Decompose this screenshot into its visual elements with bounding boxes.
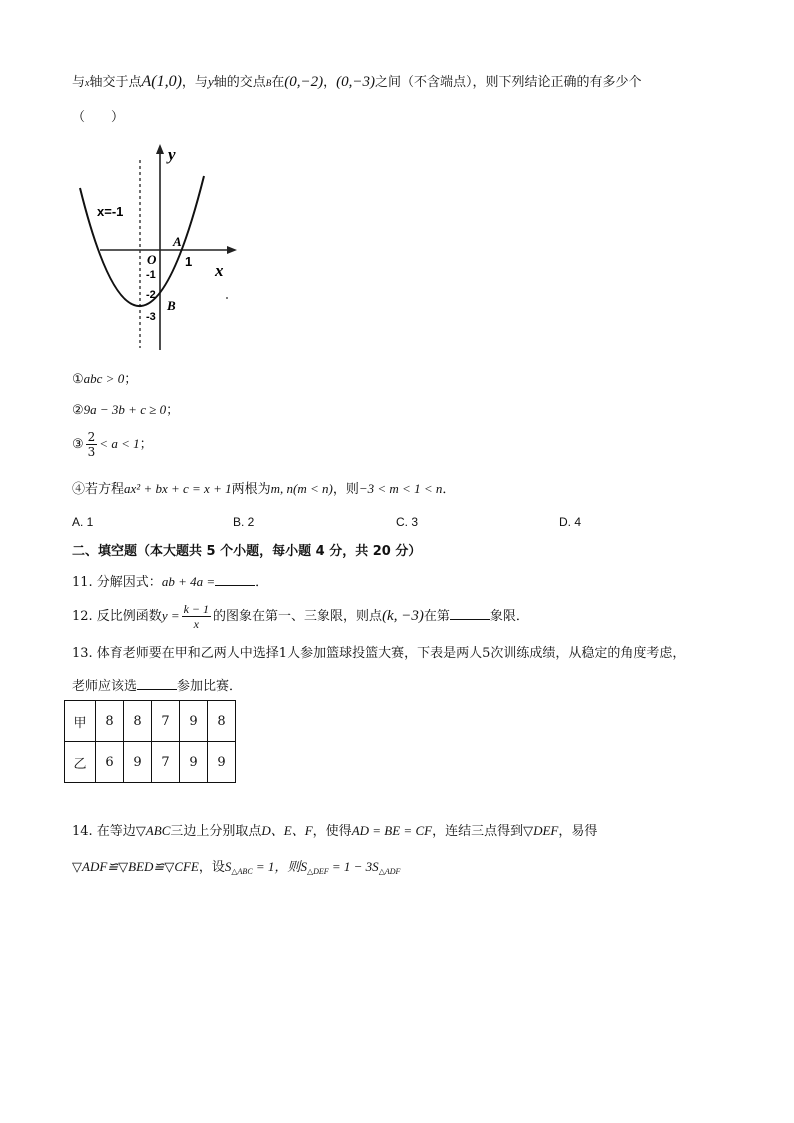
graph-symmetry-label: x=-1 [97, 204, 124, 219]
statement-end: ； [124, 372, 138, 387]
q10-answer-paren: （ ） [72, 110, 125, 125]
table-cell: 8 [208, 701, 236, 742]
q14-area-subscript: △DEF [306, 867, 329, 876]
scores-table [64, 700, 236, 783]
q14-text: = 1，则 [252, 859, 301, 874]
graph-origin-label: O [147, 252, 157, 267]
q14-area-subscript: △ADF [378, 867, 401, 876]
q13-text: 老师应该选 [72, 679, 138, 694]
q10-stem-text: 轴的交点 [213, 75, 266, 90]
table-cell: 7 [152, 701, 180, 742]
table-cell: 9 [208, 742, 236, 783]
statement-end: ； [139, 437, 153, 452]
table-cell: 6 [96, 742, 124, 783]
q10-stem [72, 72, 642, 94]
table-cell-name: 甲 [65, 701, 96, 742]
q13-text: 参加比赛． [177, 679, 243, 694]
q10-point-a: A(1,0) [141, 73, 182, 90]
table-row [65, 701, 236, 742]
q14-congruence: ▽ADF≌▽BED≌▽CFE [72, 859, 199, 874]
statement-marker: ② [72, 403, 84, 418]
fraction-numerator: 2 [87, 430, 96, 444]
parabola-curve [80, 176, 204, 306]
table-cell: 9 [180, 701, 208, 742]
q10-stem-text: 之间（不含端点），则下列结论正确的有多少个 [375, 75, 642, 90]
q10-statement-4 [72, 479, 455, 500]
q11-end: ． [255, 575, 269, 590]
q12 [72, 598, 529, 635]
q12-answer-blank[interactable] [450, 605, 490, 620]
q11-prefix: 11. 分解因式： [72, 575, 162, 590]
q14-text: = 1 − 3S [328, 859, 379, 874]
table-cell: 7 [152, 742, 180, 783]
q13-line-1: 13. 体育老师要在甲和乙两人中选择1人参加篮球投篮大赛，下表是两人5次训练成绩，从稳定的角度考虑， [72, 646, 686, 661]
fraction-denominator: 3 [87, 445, 96, 459]
q12-after: 在第 [423, 609, 450, 624]
q14-line-2 [72, 857, 400, 882]
q10-stem-text: 与 [72, 75, 86, 90]
q12-end: 象限． [489, 609, 529, 624]
q12-middle: 的图象在第一、三象限，则点 [213, 609, 383, 624]
q14-text: ，连结三点得到 [432, 824, 524, 839]
q13-answer-blank[interactable] [137, 675, 177, 690]
statement-end: ； [166, 403, 180, 418]
choice-d[interactable]: D. 4 [559, 515, 582, 529]
q14-area-subscript: △ABC [231, 867, 253, 876]
q10-stem-text: 轴交于点 [89, 75, 142, 90]
statement-marker: ① [72, 372, 84, 387]
q12-fraction [182, 602, 211, 631]
table-cell: 9 [124, 742, 152, 783]
fraction-denominator: x [193, 617, 199, 631]
q14-equation: AD = BE = CF [351, 823, 433, 838]
q10-x-label: x [85, 78, 90, 89]
table-cell-name: 乙 [65, 742, 96, 783]
statement-expr: abc > 0 [83, 371, 125, 386]
table-row [65, 742, 236, 783]
q14-text: 三边上分别取点 [170, 824, 262, 839]
choice-b[interactable]: B. 2 [233, 515, 255, 529]
y-axis-arrow [156, 144, 164, 154]
statement-end: ． [442, 482, 456, 497]
graph-speck [226, 297, 228, 299]
q14-area-symbol: S [300, 859, 307, 874]
q12-point: (k, −3) [382, 608, 424, 624]
q14-text: 14. 在等边 [72, 824, 136, 839]
statement-marker: ③ [72, 437, 84, 452]
q14-triangle-def: ▽DEF [523, 823, 559, 838]
graph-neg2-label: -2 [146, 289, 156, 301]
q14-text: ，易得 [558, 824, 598, 839]
graph-y-label: y [168, 145, 176, 164]
q10-stem-text: ，与 [181, 75, 208, 90]
statement-text: 若方程 [85, 482, 125, 497]
q12-prefix: 12. 反比例函数 [72, 609, 162, 624]
graph-neg3-label: -3 [146, 311, 156, 323]
fraction [86, 430, 98, 459]
q10-point-1: (0,−2) [284, 74, 324, 90]
parabola-graph [72, 140, 247, 355]
fraction-numerator: k − 1 [183, 602, 210, 616]
q14-area-symbol: S [224, 859, 232, 874]
table-cell: 9 [180, 742, 208, 783]
q11-expr: ab + 4a = [161, 574, 216, 589]
q14-points: D、E、F [261, 823, 313, 838]
q10-statement-2 [72, 400, 179, 421]
statement-expr: < a < 1 [99, 436, 140, 451]
x-axis-arrow [227, 246, 237, 254]
q14-line-1 [72, 821, 597, 842]
q11-answer-blank[interactable] [215, 571, 255, 586]
statement-range: −3 < m < 1 < n [358, 481, 443, 496]
q11 [72, 571, 268, 593]
q13-line-2 [72, 675, 242, 697]
graph-a-label: A [173, 234, 182, 249]
choice-c[interactable]: C. 3 [396, 515, 419, 529]
q10-comma: ， [323, 75, 337, 90]
choice-a[interactable]: A. 1 [72, 515, 94, 529]
q10-statement-3 [72, 428, 153, 461]
statement-text: ，则 [332, 482, 359, 497]
statement-text: 两根为 [231, 482, 271, 497]
graph-b-label: B [167, 298, 176, 313]
q10-point-b: B [265, 78, 272, 88]
section-heading: 二、填空题（本大题共 5 个小题，每小题 4 分，共 20 分） [72, 544, 422, 559]
statement-roots: m, n(m < n) [270, 481, 333, 496]
q10-stem-text: 在 [271, 75, 285, 90]
table-cell: 8 [124, 701, 152, 742]
q14-triangle-abc: ▽ABC [135, 823, 171, 838]
q10-statement-1 [72, 369, 137, 390]
q12-y-eq: y = [161, 608, 180, 623]
q14-text: ，设 [198, 860, 225, 875]
graph-x-label: x [215, 261, 224, 280]
graph-one-label: 1 [185, 254, 193, 269]
statement-marker: ④ [72, 482, 86, 497]
graph-neg1-label: -1 [146, 269, 156, 281]
q10-point-2: (0,−3) [336, 74, 376, 90]
statement-expr: 9a − 3b + c ≥ 0 [83, 402, 167, 417]
q10-y-label: y [207, 74, 214, 89]
table-cell: 8 [96, 701, 124, 742]
q14-text: ，使得 [312, 824, 352, 839]
statement-expr: ax² + bx + c = x + 1 [124, 481, 232, 496]
